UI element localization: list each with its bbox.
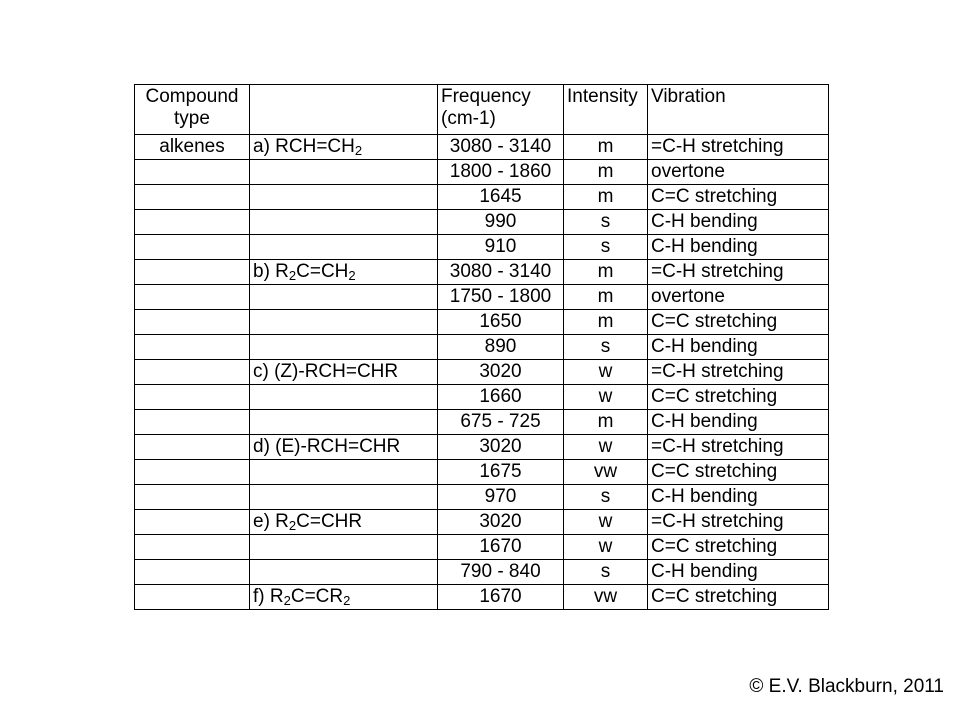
cell-compound-type	[135, 585, 250, 610]
cell-intensity: m	[564, 260, 648, 285]
cell-compound-type	[135, 235, 250, 260]
cell-compound	[250, 560, 438, 585]
cell-vibration: C=C stretching	[648, 460, 829, 485]
subscript: 2	[288, 268, 297, 283]
header-vibration: Vibration	[648, 85, 829, 135]
subscript: 2	[343, 593, 351, 608]
cell-vibration: =C-H stretching	[648, 135, 829, 160]
table-row	[135, 160, 829, 185]
table-row	[135, 135, 829, 160]
cell-frequency: 1750 - 1800	[438, 285, 564, 310]
cell-compound-type	[135, 435, 250, 460]
cell-intensity: s	[564, 210, 648, 235]
cell-intensity: m	[564, 135, 648, 160]
cell-vibration: C=C stretching	[648, 535, 829, 560]
copyright-notice: © E.V. Blackburn, 2011	[749, 676, 944, 697]
table-row	[135, 335, 829, 360]
formula-text: e) R	[253, 511, 289, 532]
ir-table-body	[135, 85, 829, 610]
cell-intensity: m	[564, 410, 648, 435]
table-header-row	[135, 85, 829, 135]
formula-text: C=CR	[290, 586, 344, 607]
cell-compound	[250, 235, 438, 260]
cell-intensity: s	[564, 335, 648, 360]
cell-compound-type	[135, 185, 250, 210]
cell-frequency: 1660	[438, 385, 564, 410]
table-row	[135, 485, 829, 510]
cell-compound-type	[135, 260, 250, 285]
table-row	[135, 535, 829, 560]
cell-intensity: s	[564, 485, 648, 510]
cell-compound	[250, 535, 438, 560]
cell-frequency: 3020	[438, 510, 564, 535]
cell-compound	[250, 485, 438, 510]
formula-text: c) (Z)-RCH=CHR	[253, 361, 399, 382]
formula-text: a) RCH=CH	[253, 136, 355, 157]
cell-vibration: =C-H stretching	[648, 510, 829, 535]
cell-compound	[250, 435, 438, 460]
cell-intensity: m	[564, 160, 648, 185]
cell-vibration: =C-H stretching	[648, 435, 829, 460]
cell-compound-type	[135, 310, 250, 335]
header-compound-type: Compound type	[135, 85, 250, 135]
cell-compound	[250, 585, 438, 610]
header-compound	[250, 85, 438, 135]
table-row	[135, 385, 829, 410]
formula-text: d) (E)-RCH=CHR	[253, 436, 401, 457]
cell-compound	[250, 185, 438, 210]
cell-vibration: C-H bending	[648, 485, 829, 510]
cell-vibration: C=C stretching	[648, 185, 829, 210]
cell-intensity: vw	[564, 460, 648, 485]
cell-compound	[250, 210, 438, 235]
cell-frequency: 1645	[438, 185, 564, 210]
cell-compound-type	[135, 460, 250, 485]
cell-compound-type	[135, 385, 250, 410]
cell-intensity: m	[564, 310, 648, 335]
cell-intensity: vw	[564, 585, 648, 610]
header-intensity: Intensity	[564, 85, 648, 135]
cell-compound-type	[135, 335, 250, 360]
cell-compound-type	[135, 410, 250, 435]
cell-vibration: overtone	[648, 160, 829, 185]
cell-compound-type	[135, 160, 250, 185]
cell-compound	[250, 510, 438, 535]
cell-intensity: s	[564, 235, 648, 260]
cell-compound-type	[135, 285, 250, 310]
cell-vibration: =C-H stretching	[648, 260, 829, 285]
cell-compound	[250, 260, 438, 285]
cell-intensity: m	[564, 285, 648, 310]
cell-frequency: 970	[438, 485, 564, 510]
cell-intensity: s	[564, 560, 648, 585]
table-row	[135, 210, 829, 235]
cell-frequency: 1650	[438, 310, 564, 335]
cell-compound	[250, 160, 438, 185]
ir-frequency-table	[134, 84, 829, 610]
table-row	[135, 285, 829, 310]
cell-frequency: 3020	[438, 360, 564, 385]
cell-intensity: w	[564, 510, 648, 535]
cell-frequency: 3080 - 3140	[438, 260, 564, 285]
table-row	[135, 260, 829, 285]
cell-frequency: 1800 - 1860	[438, 160, 564, 185]
cell-intensity: m	[564, 185, 648, 210]
cell-compound-type	[135, 535, 250, 560]
cell-compound	[250, 460, 438, 485]
cell-frequency: 675 - 725	[438, 410, 564, 435]
cell-compound	[250, 360, 438, 385]
cell-vibration: C-H bending	[648, 335, 829, 360]
cell-vibration: =C-H stretching	[648, 360, 829, 385]
cell-frequency: 1670	[438, 535, 564, 560]
cell-frequency: 3080 - 3140	[438, 135, 564, 160]
table-row	[135, 560, 829, 585]
cell-frequency: 790 - 840	[438, 560, 564, 585]
formula-text: C=CH	[296, 261, 349, 282]
cell-frequency: 1675	[438, 460, 564, 485]
cell-vibration: C=C stretching	[648, 585, 829, 610]
subscript: 2	[283, 593, 291, 608]
cell-compound	[250, 285, 438, 310]
formula-text: C=CHR	[296, 511, 363, 532]
cell-vibration: C-H bending	[648, 210, 829, 235]
cell-compound-type	[135, 360, 250, 385]
subscript: 2	[348, 268, 356, 283]
cell-compound	[250, 335, 438, 360]
table-row	[135, 460, 829, 485]
table-row	[135, 435, 829, 460]
header-frequency: Frequency (cm-1)	[438, 85, 564, 135]
cell-compound	[250, 135, 438, 160]
cell-intensity: w	[564, 385, 648, 410]
subscript: 2	[288, 518, 297, 533]
table-row	[135, 410, 829, 435]
cell-frequency: 990	[438, 210, 564, 235]
table-row	[135, 510, 829, 535]
cell-vibration: C-H bending	[648, 235, 829, 260]
table-row	[135, 235, 829, 260]
cell-frequency: 3020	[438, 435, 564, 460]
cell-vibration: C=C stretching	[648, 310, 829, 335]
table-row	[135, 585, 829, 610]
table-row	[135, 360, 829, 385]
cell-compound-type	[135, 210, 250, 235]
cell-compound	[250, 310, 438, 335]
cell-vibration: C=C stretching	[648, 385, 829, 410]
formula-text: b) R	[253, 261, 289, 282]
cell-frequency: 910	[438, 235, 564, 260]
cell-frequency: 1670	[438, 585, 564, 610]
cell-compound	[250, 385, 438, 410]
cell-vibration: overtone	[648, 285, 829, 310]
cell-compound-type	[135, 485, 250, 510]
cell-compound-type	[135, 510, 250, 535]
table-row	[135, 185, 829, 210]
cell-intensity: w	[564, 360, 648, 385]
cell-compound-type	[135, 560, 250, 585]
formula-text: f) R	[253, 586, 284, 607]
cell-intensity: w	[564, 535, 648, 560]
cell-vibration: C-H bending	[648, 410, 829, 435]
cell-vibration: C-H bending	[648, 560, 829, 585]
table-row	[135, 310, 829, 335]
subscript: 2	[354, 143, 363, 158]
cell-compound-type: alkenes	[135, 135, 250, 160]
cell-intensity: w	[564, 435, 648, 460]
cell-frequency: 890	[438, 335, 564, 360]
cell-compound	[250, 410, 438, 435]
